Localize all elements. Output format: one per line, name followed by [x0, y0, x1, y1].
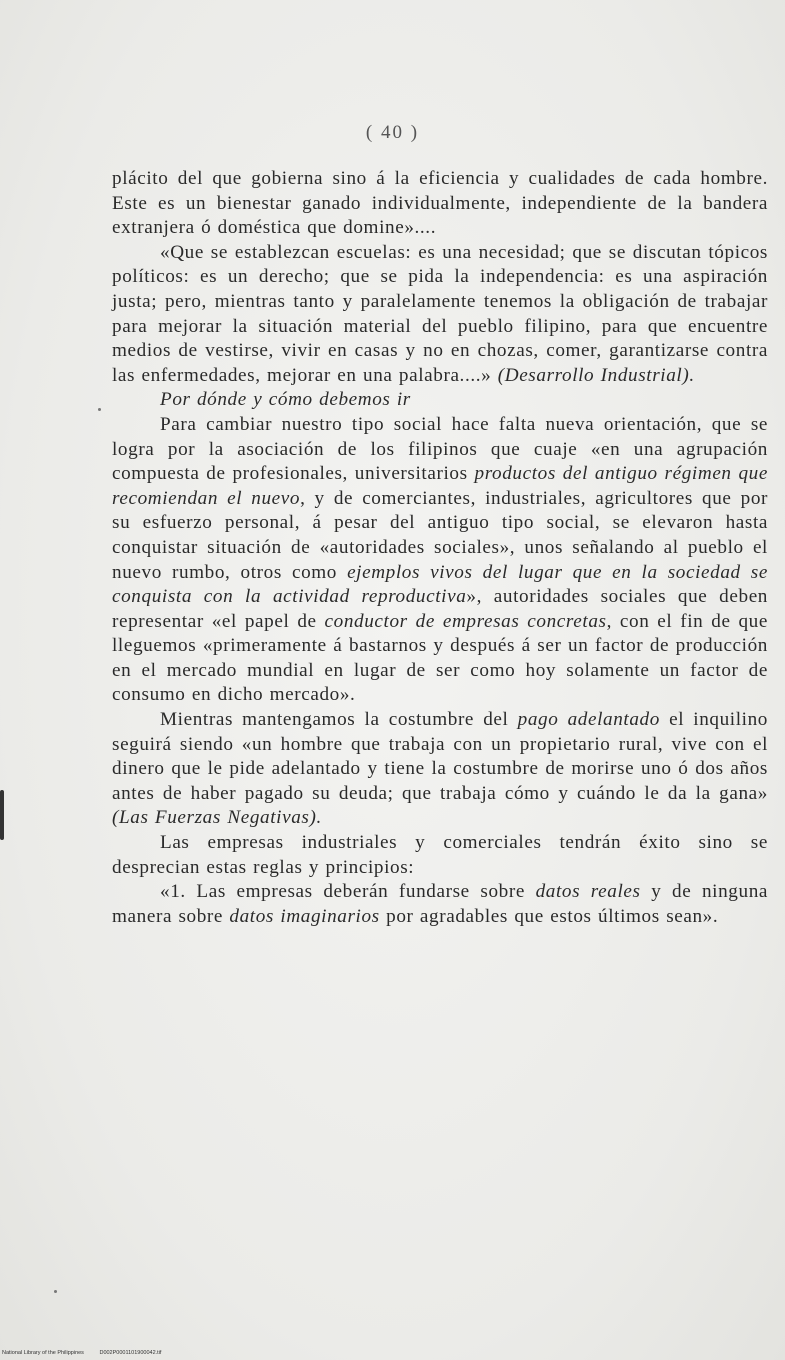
paragraph	[112, 167, 768, 241]
footer	[2, 1350, 175, 1356]
scan-speck	[54, 1290, 57, 1293]
text-segment: el inquilino seguirá siendo «un hombre que trabaja con un propietario rural, vive con el dinero que le pide adelantado y tiene la costumbre de morirse uno ó dos años antes de haber pagado su deuda; que trabaja cómo y cuándo le da la gana»	[112, 709, 768, 804]
body-text	[112, 167, 768, 929]
footer-code: D002P0001101900042.tif	[99, 1350, 162, 1356]
text-segment: por agradables que estos últimos sean».	[379, 905, 719, 927]
scan-speck	[98, 408, 101, 411]
page-number: ( 40 )	[365, 122, 420, 143]
text-segment: Las empresas industriales y comerciales tendrán éxito sino se desprecian estas reglas y principios:	[112, 832, 768, 878]
text-segment: plácito del que gobierna sino á la eficiencia y cualidades de cada hombre. Este es un bienestar ganado individualmente, independiente de la bandera extranjera ó doméstica que domine»....	[112, 168, 768, 239]
paragraph	[112, 708, 768, 831]
paragraph	[112, 880, 768, 929]
italic-segment: datos reales	[535, 881, 641, 903]
text-segment: y de ninguna manera sobre	[112, 881, 768, 927]
text-segment: Mientras mantengamos la costumbre del	[160, 709, 518, 731]
scan-edge-mark	[0, 790, 4, 840]
section-heading: Por dónde y cómo debemos ir	[160, 389, 411, 411]
italic-segment: datos imaginarios	[229, 905, 380, 927]
text-segment: «Que se establezcan escuelas: es una necesidad; que se discutan tópicos políticos: es un derecho; que se pida la independencia: es una aspiración justa; pero, mientras tanto y paralelamente tenemos la obligación de trabajar para mejorar la situación material del pueblo filipino, para que encuentre medios de vestirse, vivir en casas y no en chozas, comer, garantizarse contra las enfermedades, mejorar en una palabra....»	[112, 241, 768, 386]
paragraph	[112, 831, 768, 880]
footer-library: National Library of the Philippines	[2, 1350, 84, 1356]
italic-segment: conductor de empresas concretas	[324, 610, 607, 632]
text-segment: », autoridades sociales que deben representar «el papel de	[112, 586, 768, 632]
paragraph	[112, 241, 768, 389]
text-segment: «1. Las empresas deberán fundarse sobre	[160, 881, 536, 903]
italic-segment: (Las Fuerzas Negativas).	[112, 807, 322, 829]
text-segment: , y de comerciantes, industriales, agricultores que por su esfuerzo personal, á pesar del antiguo tipo social, se elevaron hasta conquistar situación de «autoridades sociales», unos señalando al pueblo el nuevo rumbo, otros como	[112, 487, 769, 583]
text-segment: , con el fin de que lleguemos «primeramente á bastarnos y después á ser un factor de producción en el mercado mundial en lugar de ser como hoy solamente un factor de consumo en dicho mercado».	[112, 610, 768, 706]
italic-segment: (Desarrollo Industrial).	[497, 364, 695, 386]
text-segment: Para cambiar nuestro tipo social hace falta nueva orientación, que se logra por la asociación de los filipinos que cuaje «en una agrupación compuesta de profesionales, universitarios	[112, 413, 768, 485]
paragraph	[112, 413, 768, 708]
italic-segment: pago adelantado	[517, 709, 660, 731]
italic-segment: productos del antiguo régimen que recomiendan el nuevo	[112, 463, 768, 509]
italic-segment: ejemplos vivos del lugar que en la sociedad se conquista con la actividad reproductiva	[112, 561, 768, 608]
